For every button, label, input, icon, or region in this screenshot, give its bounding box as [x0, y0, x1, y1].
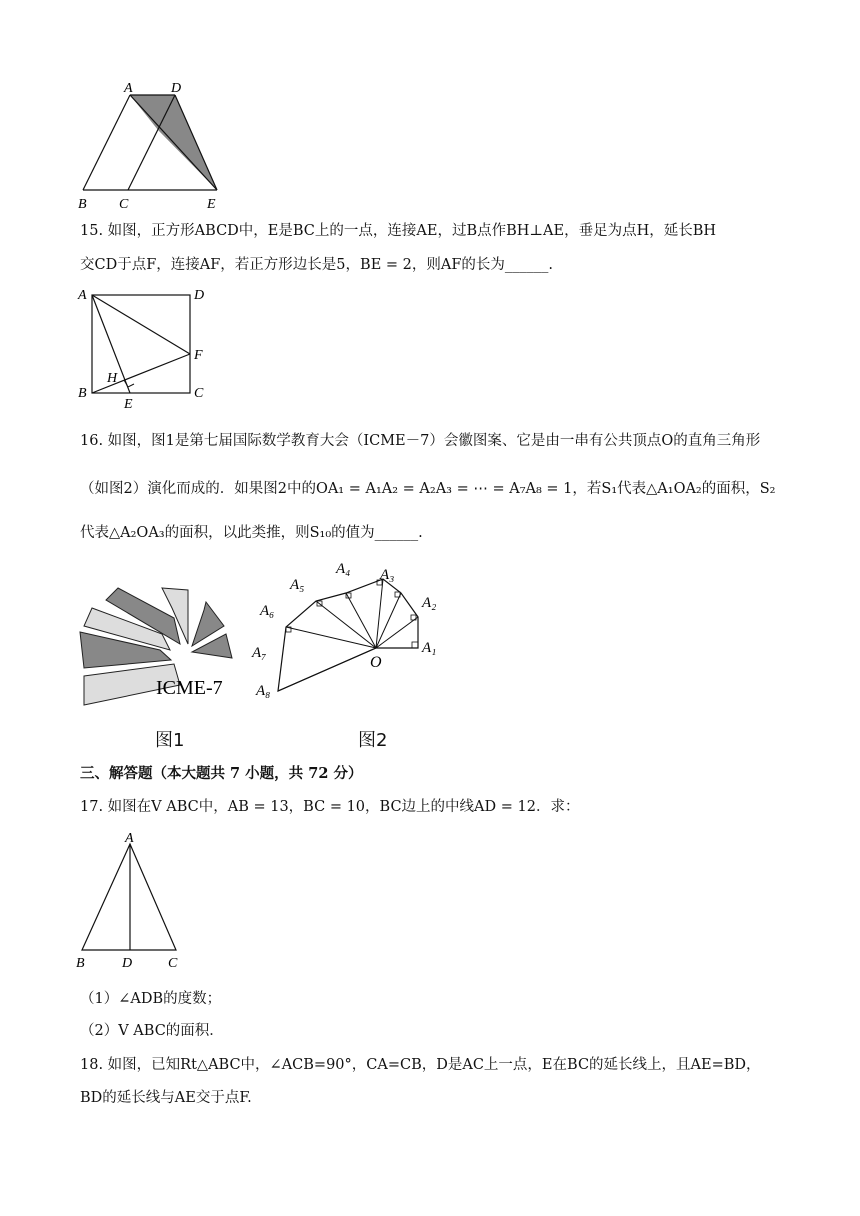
- label-E: E: [124, 397, 133, 412]
- label-B: B: [78, 386, 87, 401]
- caption-figure1: 图1: [155, 730, 185, 751]
- figure-q14: [70, 78, 240, 213]
- label-D: D: [171, 81, 182, 96]
- label-A5: A₅: [290, 577, 305, 593]
- q17-part1: （1）∠ADB的度数；: [80, 991, 222, 1007]
- label-C: C: [194, 386, 204, 401]
- label-C: C: [119, 197, 129, 212]
- label-A1: A₁: [422, 640, 437, 656]
- label-A2: A₂: [422, 595, 437, 611]
- figure-q15: [72, 284, 222, 412]
- label-A3: A₃: [380, 567, 395, 583]
- label-A: A: [125, 831, 134, 846]
- caption-figure2: 图2: [358, 730, 388, 751]
- q16-line1: 16. 如图，图1是第七届国际数学教育大会（ICME－7）会徽图案、它是由一串有公共顶点O的直角三角形: [80, 433, 761, 449]
- label-A4: A₄: [336, 561, 351, 577]
- label-F: F: [194, 348, 203, 363]
- label-O: O: [370, 654, 382, 671]
- figure-icme7-emblem: [76, 580, 246, 710]
- label-H: H: [107, 371, 118, 386]
- q18-line2: BD的延长线与AE交于点F.: [80, 1090, 252, 1106]
- figure-spiral: [250, 555, 450, 705]
- label-B: B: [76, 956, 85, 971]
- label-A7: A₇: [252, 645, 267, 661]
- label-A: A: [124, 81, 133, 96]
- label-A: A: [78, 288, 87, 303]
- figure-q17: [72, 830, 192, 975]
- label-D: D: [194, 288, 205, 303]
- icme-label: ICME-7: [156, 677, 223, 699]
- label-A6: A₆: [260, 603, 275, 619]
- q18-line1: 18. 如图，已知Rt△ABC中，∠ACB=90°，CA=CB，D是AC上一点，E在BC的延长线上，且AE=BD，: [80, 1057, 761, 1073]
- label-B: B: [78, 197, 87, 212]
- label-D: D: [122, 956, 133, 971]
- q15-line2: 交CD于点F，连接AF，若正方形边长是5，BE = 2，则AF的长为______.: [80, 257, 554, 273]
- q17-line1: 17. 如图在V ABC中，AB = 13，BC = 10，BC边上的中线AD = 12．求：: [80, 799, 580, 815]
- label-A8: A₈: [256, 683, 271, 699]
- label-E: E: [207, 197, 216, 212]
- q17-part2: （2）V ABC的面积．: [80, 1023, 224, 1039]
- q16-line3: 代表△A₂OA₃的面积，以此类推，则S₁₀的值为______.: [80, 525, 423, 541]
- q15-line1: 15. 如图，正方形ABCD中，E是BC上的一点，连接AE，过B点作BH⊥AE，垂足为点H，延长BH: [80, 223, 717, 239]
- section3-title: 三、解答题（本大题共 7 小题，共 72 分）: [80, 765, 363, 782]
- q16-line2: （如图2）演化而成的．如果图2中的OA₁ = A₁A₂ = A₂A₃ = ⋯ = A₇A₈ = 1，若S₁代表△A₁OA₂的面积，S₂: [80, 481, 776, 497]
- label-C: C: [168, 956, 178, 971]
